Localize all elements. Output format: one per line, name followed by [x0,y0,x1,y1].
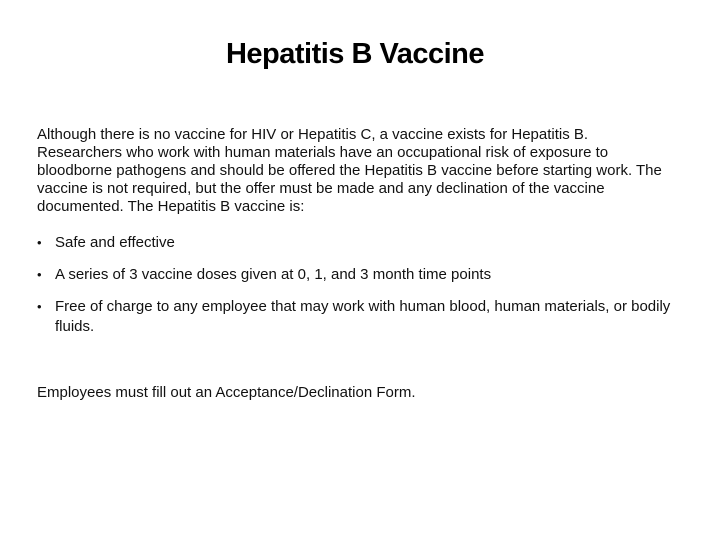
bullet-item-free [37,297,677,337]
slide-title: Hepatitis B Vaccine [225,38,485,70]
bullet-text: Free of charge to any employee that may work with human blood, human materials, or bodily fluids. [55,298,671,335]
bullet-text: A series of 3 vaccine doses given at 0, 1, and 3 month time points [55,266,492,283]
bullet-list [37,233,677,349]
footer-note: Employees must fill out an Acceptance/Declination Form. [37,384,416,401]
bullet-item-series [37,265,677,285]
bullet-dot-icon: • [37,267,42,282]
bullet-dot-icon: • [37,299,42,314]
bullet-item-safe [37,233,677,253]
bullet-dot-icon: • [37,235,42,250]
bullet-text: Safe and effective [55,234,175,251]
intro-paragraph: Although there is no vaccine for HIV or Hepatitis C, a vaccine exists for Hepatitis B. Researchers who work with human materials have an occupational risk of exposure to bloodborne pathogens and should be offered the Hepatitis B vaccine before starting work. The vaccine is not required, but the offer must be made and any declination of the vaccine documented. The Hepatitis B vaccine is: [37,126,662,215]
